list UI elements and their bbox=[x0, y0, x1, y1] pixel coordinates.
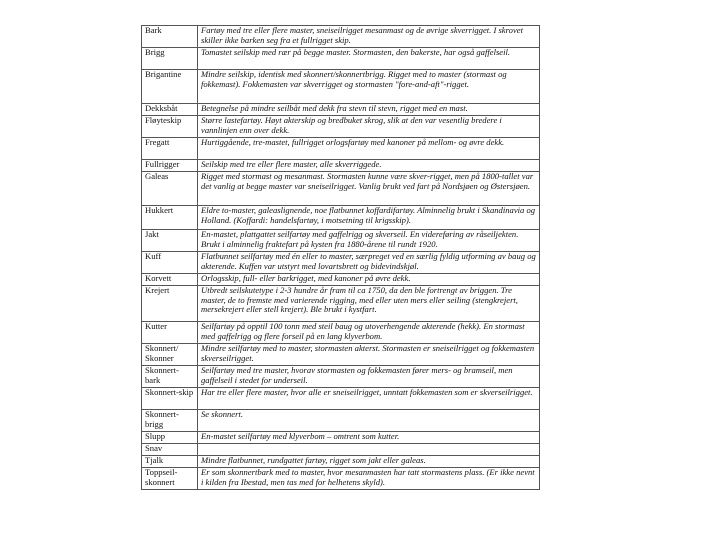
vessel-type-term: Snav bbox=[142, 444, 198, 456]
vessel-type-description: Flatbunnet seilfartøy med én eller to master, særpreget ved en særlig fyldig utforming av baug og akterende. Kuffen var utstyrt med lovartsbrett og bidevindskjøl. bbox=[198, 252, 540, 274]
vessel-type-term: Hukkert bbox=[142, 206, 198, 230]
table-row bbox=[142, 104, 540, 116]
table-row bbox=[142, 366, 540, 388]
table-row bbox=[142, 26, 540, 48]
table-body bbox=[142, 26, 540, 490]
vessel-type-description: Hurtiggående, tre-mastet, fullrigget orlogsfartøy med kanoner på mellom- og øvre dekk. bbox=[198, 138, 540, 160]
vessel-type-description: Se skonnert. bbox=[198, 410, 540, 432]
vessel-type-description: Fartøy med tre eller flere master, sneiseilrigget mesanmast og de øvrige skverrigget. I skrovet skiller ikke barken seg fra et fullrigget skip. bbox=[198, 26, 540, 48]
vessel-type-term: Bark bbox=[142, 26, 198, 48]
table-row bbox=[142, 70, 540, 104]
vessel-type-term: Kutter bbox=[142, 322, 198, 344]
vessel-type-description: Rigget med stormast og mesanmast. Stormasten kunne være skver-rigget, men på 1800-tallet var det vanlig at begge master var sneiseilrigget. Vanlig brukt ved fart på Nordsjøen og Østersjøen. bbox=[198, 172, 540, 206]
vessel-type-description: Betegnelse på mindre seilbåt med dekk fra stevn til stevn, rigget med en mast. bbox=[198, 104, 540, 116]
table-row bbox=[142, 468, 540, 490]
vessel-type-description: Mindre seilskip, identisk med skonnert/skonnertbrigg. Rigget med to master (stormast og fokkemast). Fokkemasten var skverrigget og stormasten "fore-and-aft"-rigget. bbox=[198, 70, 540, 104]
vessel-type-term: Jakt bbox=[142, 230, 198, 252]
vessel-type-description: En-mastet, plattgattet seilfartøy med gaffelrigg og skverseil. En videreføring av råseiljekten. Brukt i alminnelig fraktefart på kysten fra 1880-årene til rundt 1920. bbox=[198, 230, 540, 252]
table-row bbox=[142, 322, 540, 344]
vessel-type-term: Fregatt bbox=[142, 138, 198, 160]
vessel-type-term: Krejert bbox=[142, 286, 198, 322]
vessel-type-term: Brigg bbox=[142, 48, 198, 70]
vessel-type-term: Tjalk bbox=[142, 456, 198, 468]
vessel-type-term: Brigantine bbox=[142, 70, 198, 104]
table-row bbox=[142, 206, 540, 230]
vessel-type-description: Seilskip med tre eller flere master, alle skverriggede. bbox=[198, 160, 540, 172]
vessel-type-term: Galeas bbox=[142, 172, 198, 206]
vessel-type-term: Toppseil-skonnert bbox=[142, 468, 198, 490]
table-row bbox=[142, 48, 540, 70]
vessel-type-term: Dekksbåt bbox=[142, 104, 198, 116]
vessel-types-table bbox=[141, 25, 540, 490]
vessel-type-term: Slupp bbox=[142, 432, 198, 444]
vessel-type-term: Fløyteskip bbox=[142, 116, 198, 138]
vessel-type-term: Korvett bbox=[142, 274, 198, 286]
vessel-type-description bbox=[198, 444, 540, 456]
table-row bbox=[142, 432, 540, 444]
table-row bbox=[142, 252, 540, 274]
vessel-type-description: Mindre flatbunnet, rundgattet fartøy, rigget som jakt eller galeas. bbox=[198, 456, 540, 468]
vessel-type-term: Skonnert-bark bbox=[142, 366, 198, 388]
vessel-type-term: Skonnert-skip bbox=[142, 388, 198, 410]
vessel-type-description: Mindre seilfartøy med to master, stormasten akterst. Stormasten er sneiseilrigget og fokkemasten skverseilrigget. bbox=[198, 344, 540, 366]
table-row bbox=[142, 138, 540, 160]
vessel-type-term: Fullrigger bbox=[142, 160, 198, 172]
vessel-type-description: Eldre to-master, galeaslignende, noe flatbunnet koffardifartøy. Alminnelig brukt i Skandinavia og Holland. (Koffardi: handelsfartøy, i motsetning til krigsskip). bbox=[198, 206, 540, 230]
vessel-type-term: Kuff bbox=[142, 252, 198, 274]
table-row bbox=[142, 410, 540, 432]
vessel-type-description: Større lastefartøy. Høyt akterskip og bredbuket skrog, slik at den var vesentlig bredere i vannlinjen enn over dekk. bbox=[198, 116, 540, 138]
vessel-type-description: Seilfartøy med tre master, hvorav stormasten og fokkemasten fører mers- og bramseil, men gaffelseil i stedet for underseil. bbox=[198, 366, 540, 388]
table-row bbox=[142, 286, 540, 322]
table-row bbox=[142, 172, 540, 206]
vessel-type-description: En-mastet seilfartøy med klyverbom – omtrent som kutter. bbox=[198, 432, 540, 444]
vessel-type-description: Har tre eller flere master, hvor alle er sneiseilrigget, unntatt fokkemasten som er skverseilrigget. bbox=[198, 388, 540, 410]
vessel-type-term: Skonnert/ Skonner bbox=[142, 344, 198, 366]
table-row bbox=[142, 444, 540, 456]
table-row bbox=[142, 116, 540, 138]
vessel-type-description: Utbredt seilskutetype i 2-3 hundre år fram til ca 1750, da den ble fortrengt av briggen. Tre master, de to fremste med varierende rigging, med eller uten mers eller seiling (stengkrejert, mersekrejert eller stell krejert). Ble brukt i kystfart. bbox=[198, 286, 540, 322]
vessel-type-description: Orlogsskip, full- eller barkrigget, med kanoner på øvre dekk. bbox=[198, 274, 540, 286]
table-row bbox=[142, 274, 540, 286]
table-row bbox=[142, 230, 540, 252]
table-row bbox=[142, 456, 540, 468]
table-row bbox=[142, 388, 540, 410]
vessel-type-description: Er som skonnertbark med to master, hvor mesanmasten har tatt stormastens plass. (Er ikke nevnt i kilden fra Ibestad, men tas med for helhetens skyld). bbox=[198, 468, 540, 490]
vessel-type-description: Tomastet seilskip med rær på begge master. Stormasten, den bakerste, har også gaffelseil. bbox=[198, 48, 540, 70]
vessel-type-description: Seilfartøy på opptil 100 tonn med steil baug og utoverhengende akterende (hekk). En stormast med gaffelrigg og flere forseil på en lang klyverbom. bbox=[198, 322, 540, 344]
table-row bbox=[142, 160, 540, 172]
vessel-type-term: Skonnert-brigg bbox=[142, 410, 198, 432]
table-row bbox=[142, 344, 540, 366]
